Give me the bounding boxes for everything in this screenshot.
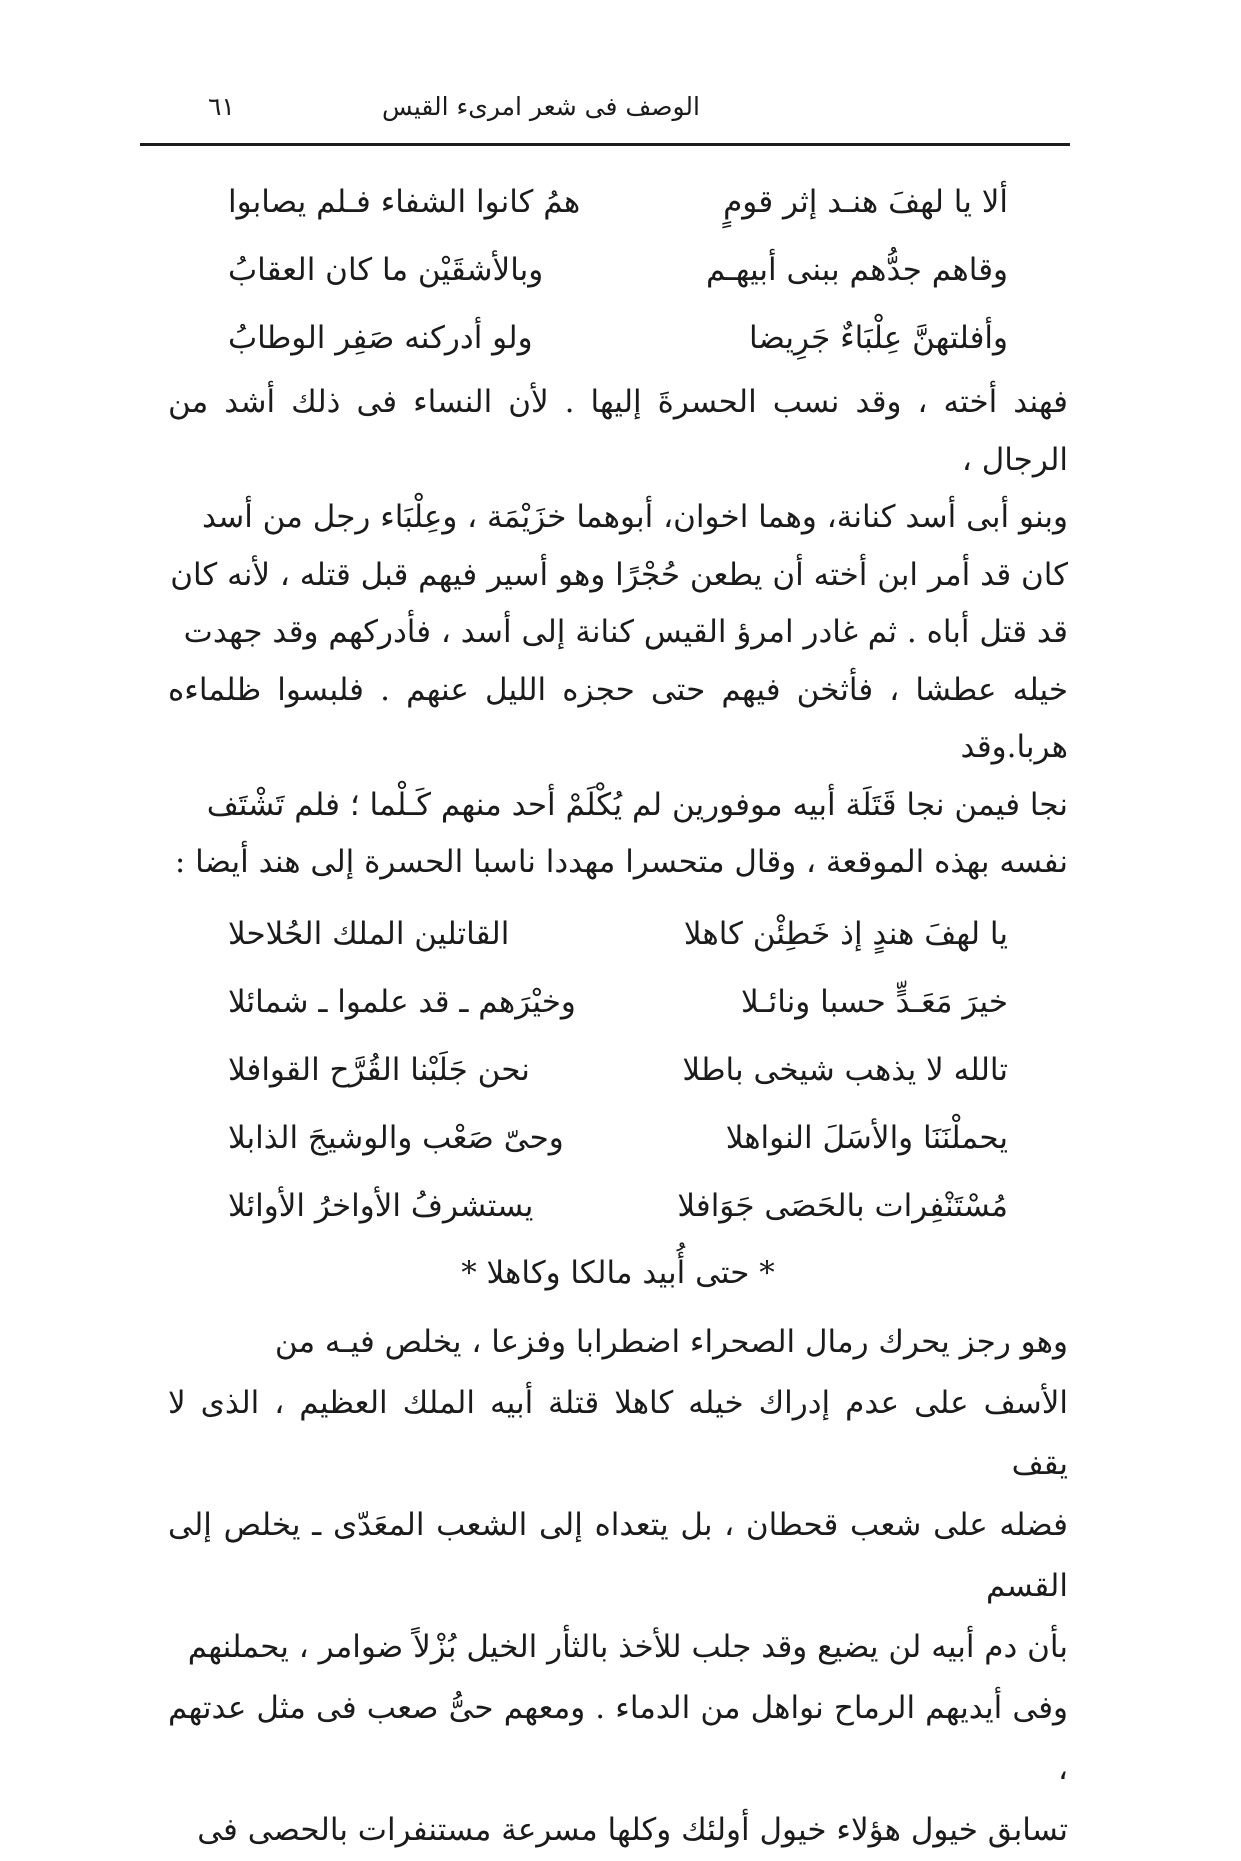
prose-line: كان قد أمر ابن أخته أن يطعن حُجْرًا وهو أسير فيهم قبل قتله ، لأنه كان — [170, 556, 1068, 593]
verse-first-hemistich: وأفلتهنَّ عِلْبَاءٌ جَرِيضا — [749, 320, 1008, 356]
verse-second-hemistich: وبالأشقَيْن ما كان العقابُ — [228, 252, 544, 288]
running-title: الوصف فى شعر امرىء القيس — [381, 92, 700, 121]
prose-line: نفسه بهذه الموقعة ، وقال متحسرا مهددا ناسبا الحسرة إلى هند أيضا : — [174, 844, 1068, 880]
verse-line — [228, 1036, 1008, 1104]
prose-line: بأن دم أبيه لن يضيع وقد جلب للأخذ بالثأر الخيل بُزْلاً ضوامر ، يحملنهم — [187, 1628, 1068, 1665]
page-body — [168, 168, 1068, 1861]
prose-paragraph-1 — [168, 374, 1068, 892]
verse-second-hemistich: وحىّ صَعْب والوشيجَ الذابلا — [228, 1119, 564, 1156]
verse-line — [228, 1104, 1008, 1172]
header-rule — [140, 143, 1070, 146]
prose-line: وبنو أبى أسد كنانة، وهما اخوان، أبوهما خزَيْمَة ، وعِلْبَاء رجل من أسد — [201, 499, 1068, 535]
centered-verse: * حتى أُبيد مالكا وكاهلا * — [461, 1254, 775, 1291]
verse-second-hemistich: وخيْرَهم ـ قد علموا ـ شمائلا — [228, 983, 576, 1020]
prose-line: قد قتل أباه . ثم غادر امرؤ القيس كنانة إلى أسد ، فأدركهم وقد جهدت — [183, 614, 1068, 650]
verse-line — [228, 1172, 1008, 1240]
verse-line — [228, 968, 1008, 1036]
verse-second-hemistich: القاتلين الملك الحُلاحلا — [228, 915, 510, 952]
prose-line: نجا فيمن نجا قَتَلَة أبيه موفورين لم يُكْلَمْ أحد منهم كَـلْما ؛ فلم تَشْتَف — [206, 786, 1068, 823]
prose-line: فهند أخته ، وقد نسب الحسرةَ إليها . لأن النساء فى ذلك أشد من الرجال ، — [168, 384, 1068, 478]
page-number: ٦١ — [208, 92, 235, 121]
verse-line — [228, 900, 1008, 968]
verse-first-hemistich: ألا يا لهفَ هنـد إثر قومٍ — [723, 184, 1008, 220]
prose-line: فضله على شعب قحطان ، بل يتعداه إلى الشعب المعَدّى ـ يخلص إلى القسم — [168, 1506, 1068, 1604]
verse-second-hemistich: ولو أدركنه صَفِر الوطابُ — [228, 320, 533, 356]
verse-second-hemistich: يستشرفُ الأواخرُ الأوائلا — [228, 1187, 534, 1224]
verse-first-hemistich: تالله لا يذهب شيخى باطلا — [682, 1051, 1008, 1088]
verse-second-hemistich: نحن جَلَبْنا القُرَّح القوافلا — [228, 1051, 530, 1088]
verse-first-hemistich: يا لهفَ هندٍ إذ خَطِئْن كاهلا — [683, 915, 1008, 952]
verse-line — [228, 168, 1008, 236]
verse-first-hemistich: مُسْتَنْفِرات بالحَصَى جَوَافلا — [677, 1187, 1008, 1224]
prose-line: تسابق خيول هؤلاء خيول أولئك وكلها مسرعة مستنفرات بالحصى فى — [197, 1811, 1068, 1848]
running-header — [150, 92, 1060, 136]
spacer — [168, 892, 1068, 900]
poem-block-2 — [228, 900, 1008, 1240]
prose-paragraph-2 — [168, 1312, 1068, 1861]
verse-line — [228, 304, 1008, 372]
verse-first-hemistich: خيرَ مَعَـدٍّ حسبا ونائـلا — [741, 983, 1008, 1020]
verse-line — [228, 236, 1008, 304]
prose-line: وفى أيديهم الرماح نواهل من الدماء . ومعهم حىُّ صعب فى مثل عدتهم ، — [168, 1689, 1068, 1787]
verse-first-hemistich: وقاهم جدُّهم ببنى أبيهـم — [706, 252, 1008, 288]
verse-second-hemistich: همُ كانوا الشفاء فـلم يصابوا — [228, 184, 581, 220]
prose-line: وهو رجز يحرك رمال الصحراء اضطرابا وفزعا ، يخلص فيـه من — [274, 1323, 1068, 1360]
poem-block-1 — [228, 168, 1008, 372]
prose-line: خيله عطشا ، فأثخن فيهم حتى حجزه الليل عنهم . فلبسوا ظلماءه هربا.وقد — [168, 671, 1068, 765]
verse-first-hemistich: يحملْنَنَا والأسَلَ النواهلا — [725, 1119, 1008, 1156]
prose-line: الأسف على عدم إدراك خيله كاهلا قتلة أبيه الملك العظيم ، الذى لا يقف — [168, 1384, 1068, 1482]
